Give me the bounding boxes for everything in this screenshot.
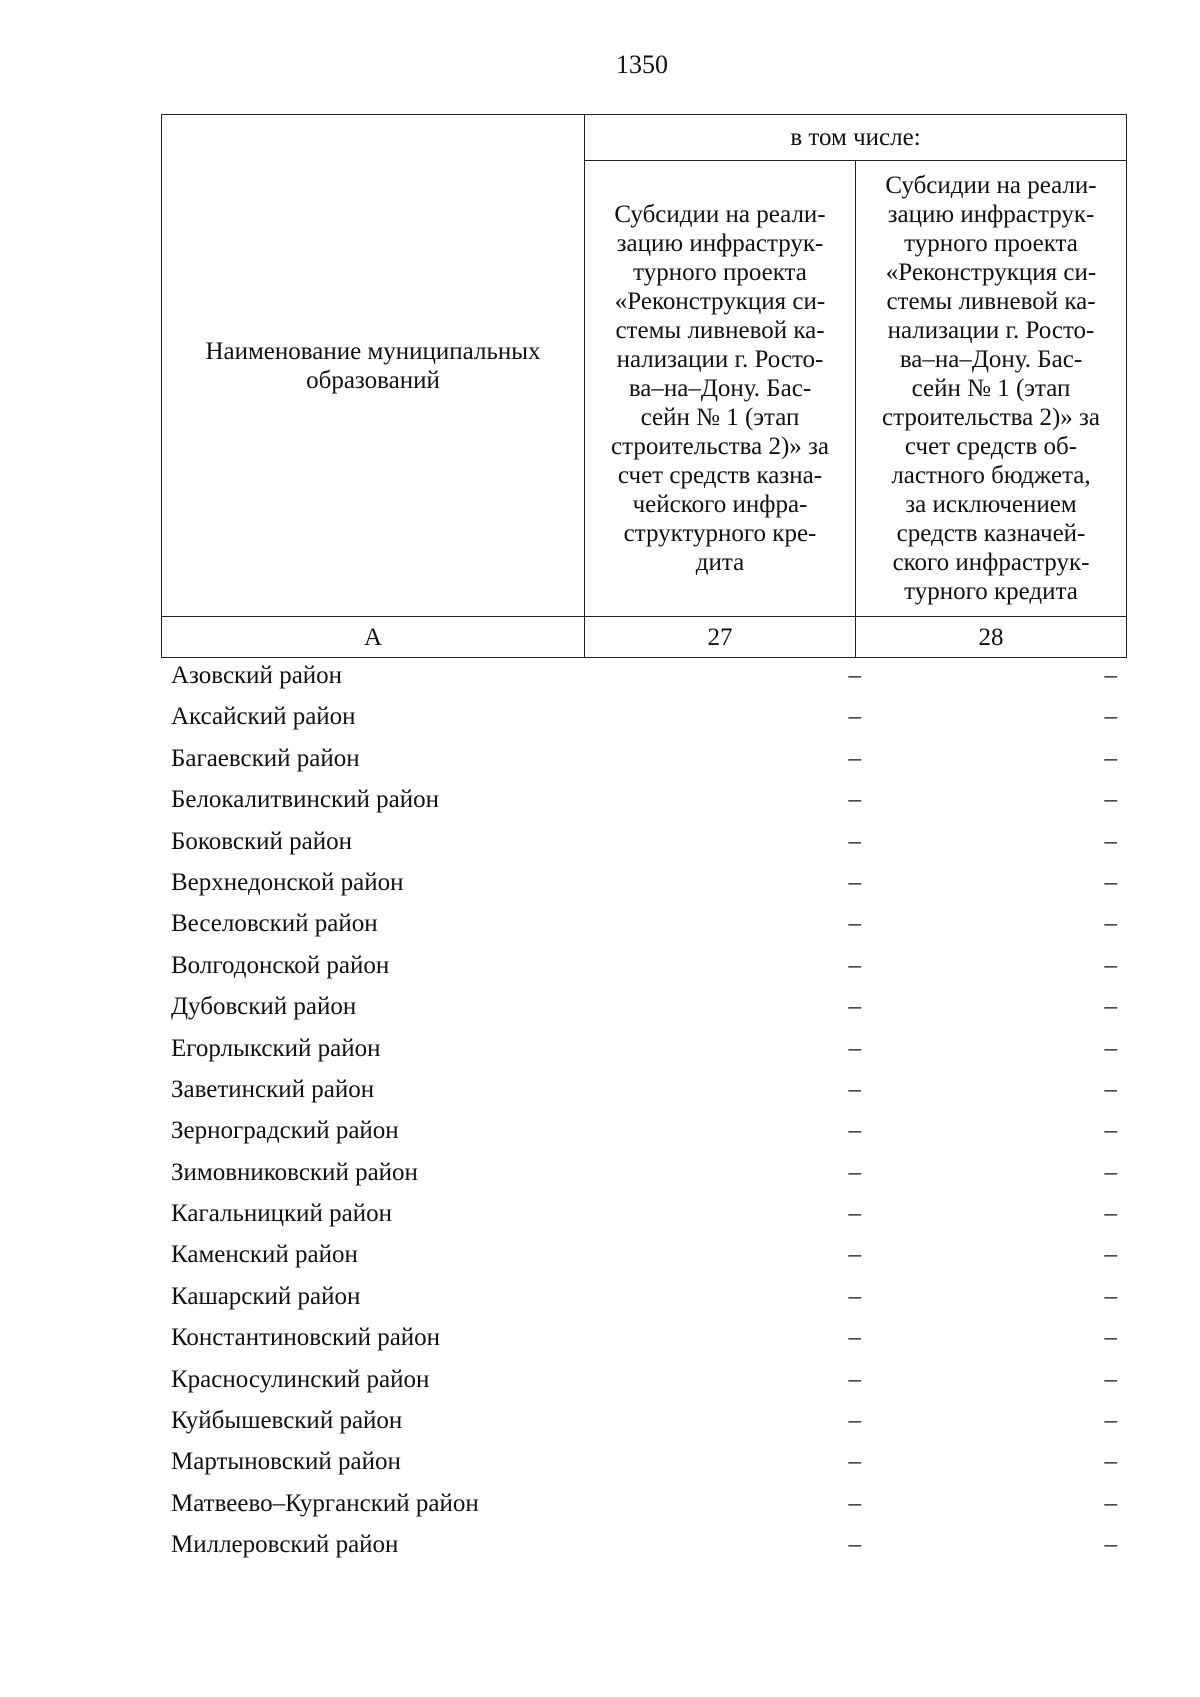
row-value-28: –: [1104, 868, 1117, 896]
table-row: [161, 903, 1127, 944]
row-value-27: –: [848, 662, 861, 689]
row-value-28: –: [1104, 744, 1117, 772]
row-name: Миллеровский район: [171, 1531, 399, 1559]
table-row: [161, 1441, 1127, 1482]
row-name: Егорлыкский район: [171, 1034, 381, 1062]
row-name: Верхнедонской район: [171, 868, 404, 896]
row-name: Волгодонской район: [171, 951, 390, 979]
table-row: [161, 1524, 1127, 1565]
row-name: Кашарский район: [171, 1282, 361, 1310]
row-value-28: –: [1104, 662, 1117, 689]
row-value-28: –: [1104, 1448, 1117, 1476]
table-row: [161, 1193, 1127, 1234]
row-name: Константиновский район: [171, 1324, 441, 1352]
row-value-27: –: [848, 1075, 861, 1103]
table-row: [161, 1276, 1127, 1317]
row-name: Мартыновский район: [171, 1448, 401, 1476]
row-value-28: –: [1104, 1324, 1117, 1352]
row-name: Каменский район: [171, 1241, 358, 1269]
row-name: Матвеево–Курганский район: [171, 1489, 479, 1517]
table-row: [161, 1400, 1127, 1441]
header-name-column: Наименование муниципальных образований: [162, 115, 585, 617]
header-group-label: в том числе:: [585, 115, 1127, 161]
table-row: [161, 1359, 1127, 1400]
row-value-28: –: [1104, 1282, 1117, 1310]
row-value-27: –: [848, 868, 861, 896]
header-col-28: Субсидии на реали- зацию инфраструк- турного проекта «Реконструкция си- стемы ливневой ка- нализации г. Росто- ва–на–Дону. Бас- сейн № 1 (этап строительства 2)» за счет средств об- ластного бюджета, за исключением средств казначей- ского инфраструк- турного кредита: [856, 161, 1127, 617]
table-row: [161, 1110, 1127, 1151]
header-index-27: 27: [585, 617, 856, 658]
row-value-27: –: [848, 703, 861, 731]
table-row: [161, 1069, 1127, 1110]
row-value-27: –: [848, 744, 861, 772]
row-value-28: –: [1104, 1034, 1117, 1062]
row-name: Красносулинский район: [171, 1365, 430, 1393]
row-value-28: –: [1104, 786, 1117, 814]
row-value-27: –: [848, 1531, 861, 1559]
row-value-27: –: [848, 1324, 861, 1352]
table-row: [161, 1483, 1127, 1524]
row-value-27: –: [848, 993, 861, 1021]
row-name: Дубовский район: [171, 993, 357, 1021]
row-name: Багаевский район: [171, 744, 360, 772]
row-value-28: –: [1104, 1241, 1117, 1269]
row-name: Белокалитвинский район: [171, 786, 439, 814]
row-value-27: –: [848, 1117, 861, 1145]
table-row: [161, 696, 1127, 737]
header-col-27: Субсидии на реали- зацию инфраструк- турного проекта «Реконструкция си- стемы ливневой ка- нализации г. Росто- ва–на–Дону. Бас- сейн № 1 (этап строительства 2)» за счет средств казна- чейского инфра- структурного кре- дита: [585, 161, 856, 617]
row-value-27: –: [848, 1158, 861, 1186]
row-name: Куйбышевский район: [171, 1407, 403, 1435]
row-name: Боковский район: [171, 827, 352, 855]
row-name: Заветинский район: [171, 1075, 375, 1103]
row-value-28: –: [1104, 910, 1117, 938]
header-index-28: 28: [856, 617, 1127, 658]
row-value-27: –: [848, 1407, 861, 1435]
row-value-28: –: [1104, 1531, 1117, 1559]
row-value-27: –: [848, 1241, 861, 1269]
row-value-28: –: [1104, 1200, 1117, 1228]
row-value-28: –: [1104, 1407, 1117, 1435]
table-row: [161, 738, 1127, 779]
table-row: [161, 779, 1127, 820]
row-name: Зерноградский район: [171, 1117, 399, 1145]
row-value-28: –: [1104, 703, 1117, 731]
row-value-27: –: [848, 1034, 861, 1062]
table-header: [161, 114, 1127, 658]
table-row: [161, 862, 1127, 903]
row-value-27: –: [848, 1282, 861, 1310]
table-row: [161, 986, 1127, 1027]
row-value-27: –: [848, 1489, 861, 1517]
row-value-28: –: [1104, 1158, 1117, 1186]
row-value-27: –: [848, 1448, 861, 1476]
row-value-28: –: [1104, 1117, 1117, 1145]
table-body: [161, 655, 1127, 1566]
table-row: [161, 821, 1127, 862]
header-index-a: А: [162, 617, 585, 658]
row-name: Веселовский район: [171, 910, 378, 938]
row-value-28: –: [1104, 1489, 1117, 1517]
row-value-27: –: [848, 827, 861, 855]
row-value-28: –: [1104, 1365, 1117, 1393]
row-value-28: –: [1104, 951, 1117, 979]
row-value-27: –: [848, 1365, 861, 1393]
page-number: 1350: [616, 50, 668, 79]
table-row: [161, 1234, 1127, 1275]
table-row: [161, 1152, 1127, 1193]
row-name: Азовский район: [171, 662, 343, 689]
row-value-27: –: [848, 1200, 861, 1228]
row-value-28: –: [1104, 993, 1117, 1021]
row-value-27: –: [848, 910, 861, 938]
table-row: [161, 655, 1127, 696]
table-row: [161, 1028, 1127, 1069]
table-row: [161, 945, 1127, 986]
row-name: Кагальницкий район: [171, 1200, 393, 1228]
row-value-28: –: [1104, 1075, 1117, 1103]
row-name: Зимовниковский район: [171, 1158, 418, 1186]
table-row: [161, 1317, 1127, 1358]
row-value-28: –: [1104, 827, 1117, 855]
row-name: Аксайский район: [171, 703, 356, 731]
row-value-27: –: [848, 951, 861, 979]
row-value-27: –: [848, 786, 861, 814]
